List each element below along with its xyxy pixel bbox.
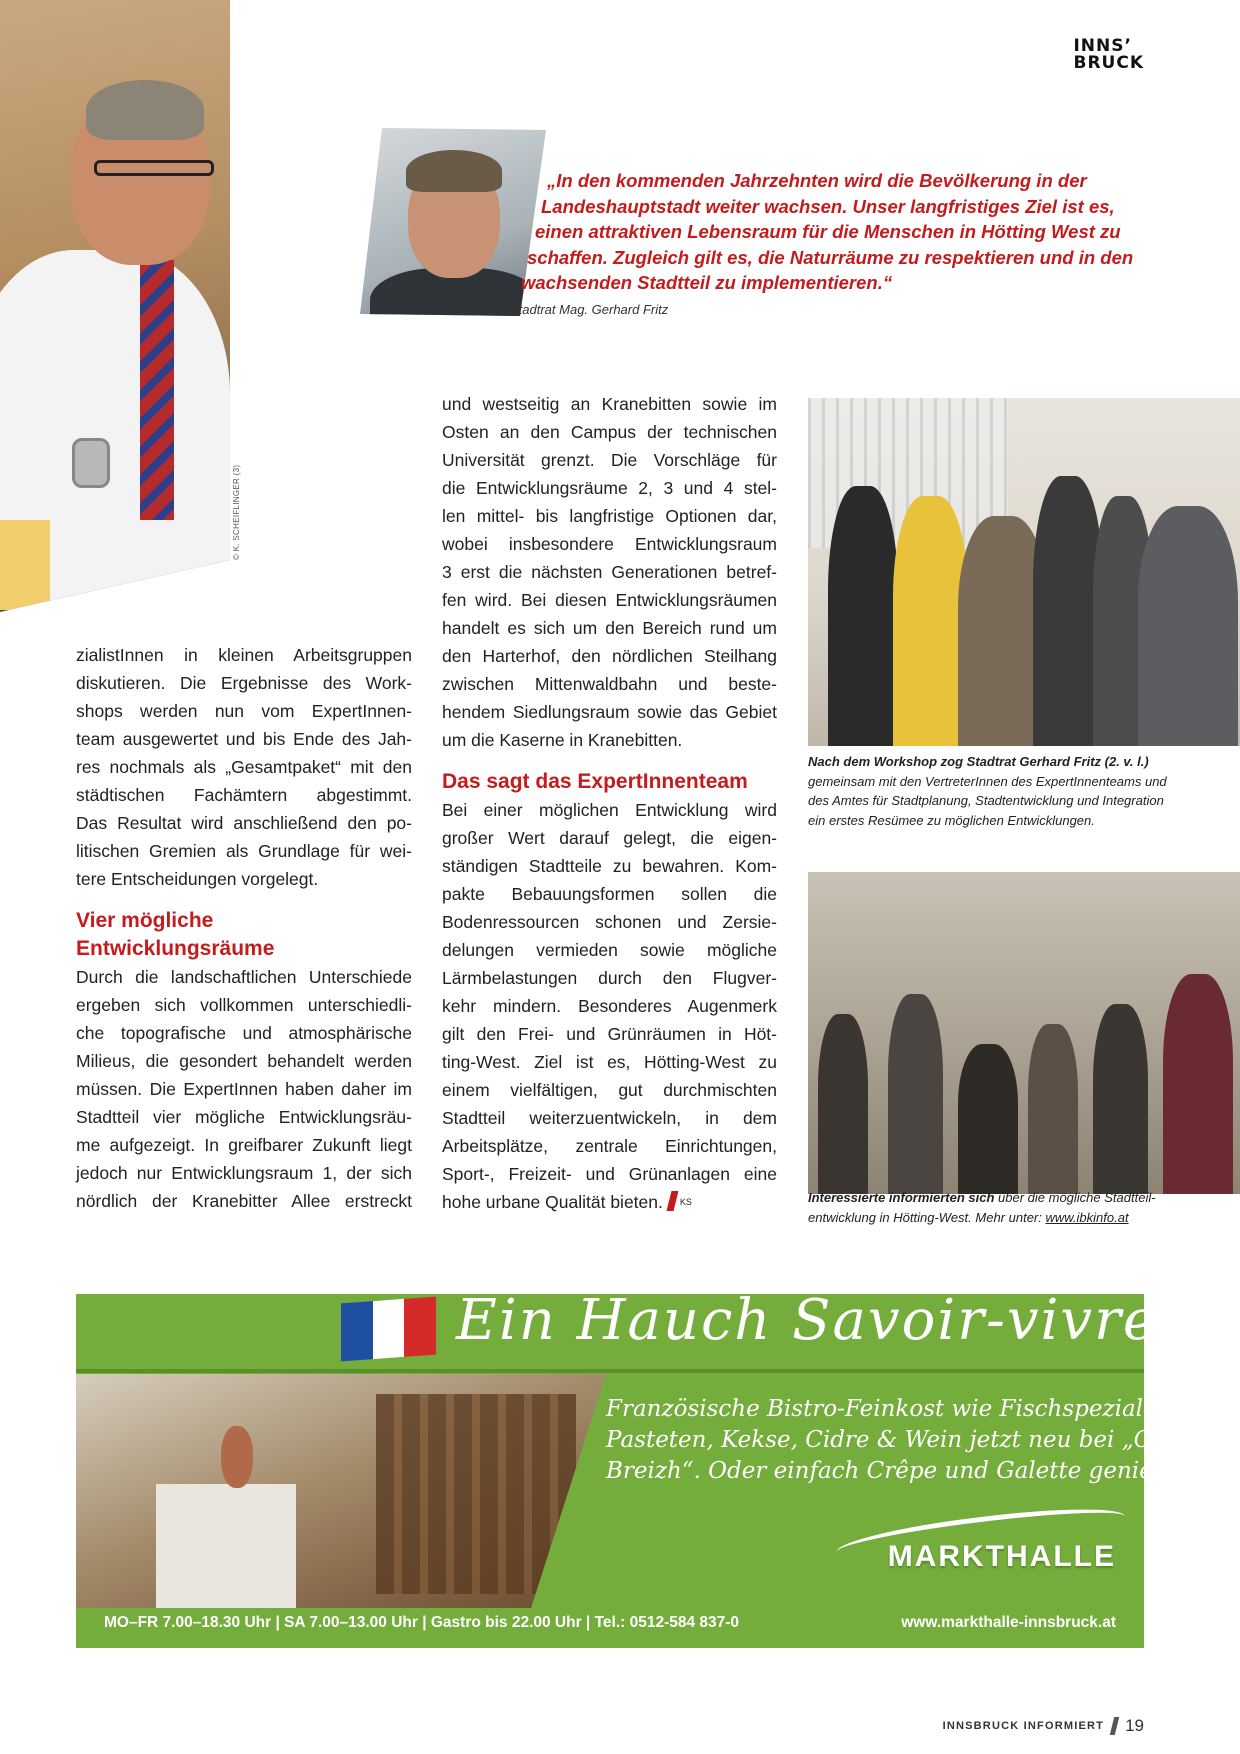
text-line: Stadtteil vier mögliche Entwicklungsräu- (76, 1107, 412, 1127)
caption-line: des Amtes für Stadtplanung, Stadtentwicklung und Integration (808, 793, 1164, 808)
article-column-1 (76, 641, 412, 1215)
french-flag-icon (341, 1297, 436, 1362)
photo-person (893, 496, 968, 746)
text-line: kehr mindern. Besonderes Augenmerk (442, 996, 777, 1016)
photo-watch (72, 438, 110, 488)
text-line: me aufgezeigt. In greifbarer Zukunft liegt (76, 1135, 412, 1155)
text-line-final (442, 1188, 777, 1216)
text-line: die Entwicklungsräume 2, 3 und 4 stel- (442, 478, 777, 498)
text-line: shops werden nun vom ExpertInnen- (76, 701, 412, 721)
photo-credit: © K. SCHEIFLINGER (3) (232, 464, 241, 560)
text-line: ständigen Stadtteile zu bewahren. Kom- (442, 856, 777, 876)
text-line: fen wird. Bei diesen Entwicklungsräumen (442, 590, 777, 610)
caption-bold: Interessierte informierten sich (808, 1190, 995, 1205)
text-line: litischen Gremien als Grundlage für wei- (76, 841, 412, 861)
end-mark-icon (666, 1191, 678, 1211)
photo-person (1093, 1004, 1148, 1194)
caption-exhibition-photo (808, 1188, 1240, 1227)
text-line: wobei insbesondere Entwicklungsraum (442, 534, 777, 554)
caption-bold: Nach dem Workshop zog Stadtrat Gerhard Fritz (2. v. l.) (808, 754, 1149, 769)
text-line: delungen vermieden sowie mögliche (442, 940, 777, 960)
photo-hair (86, 80, 204, 140)
section-heading-entwicklungsraeume (76, 907, 412, 963)
photo-person (888, 994, 943, 1194)
text-line: 3 erst die nächsten Generationen betref- (442, 562, 777, 582)
text-line: um die Kaserne in Kranebitten. (442, 730, 683, 750)
text-line: team ausgewertet und bis Ende des Jah- (76, 729, 412, 749)
tagline-line: Französische Bistro-Feinkost wie Fischspezialitäten, (606, 1396, 1219, 1422)
photo-person (828, 486, 898, 746)
caption-line: gemeinsam mit den VertreterInnen des ExpertInnenteams und (808, 773, 1167, 789)
markthalle-logo: MARKTHALLE (887, 1540, 1116, 1573)
opening-hours: MO–FR 7.00–18.30 Uhr | SA 7.00–13.00 Uhr | Gastro bis 22.00 Uhr | Tel.: 0512-584 837-0 (104, 1614, 740, 1631)
heading-line: Das sagt das ExpertInnenteam (442, 770, 748, 793)
flag-white-stripe (373, 1299, 405, 1359)
flag-red-stripe (404, 1297, 436, 1357)
logo-line-2: BRUCK (1073, 53, 1144, 73)
tagline-line: Breizh“. Oder einfach Crêpe und Galette genießen. (606, 1458, 1204, 1484)
text-line: und westseitig an Kranebitten sowie im (442, 394, 777, 414)
caption-text: entwicklung in Hötting-West. Mehr unter: (808, 1209, 1046, 1225)
text-line: jedoch nur Entwicklungsraum 1, der sich (76, 1163, 412, 1183)
page-footer (943, 1716, 1144, 1736)
last-sentence: hohe urbane Qualität bieten. (442, 1192, 663, 1212)
ad-counter (156, 1484, 296, 1608)
text-line: den Harterhof, den nördlichen Steilhang (442, 646, 777, 666)
text-line: pakte Bebauungsformen sollen die (442, 884, 777, 904)
photo-person (1163, 974, 1233, 1194)
tagline-line: Pasteten, Kekse, Cidre & Wein jetzt neu bei „Culture (606, 1427, 1223, 1453)
photo-person (1028, 1024, 1078, 1194)
caption-line: ein erstes Resümee zu möglichen Entwicklungen. (808, 812, 1095, 828)
ad-wood-panel (376, 1394, 576, 1594)
article-column-2 (442, 390, 777, 1216)
text-line: diskutieren. Die Ergebnisse des Work- (76, 673, 412, 693)
ad-tagline (606, 1394, 1223, 1487)
text-line: Sport-, Freizeit- und Grünanlagen eine (442, 1164, 777, 1184)
markthalle-advertisement[interactable] (76, 1288, 1223, 1648)
page-number: 19 (1125, 1716, 1144, 1735)
ad-bistro-photo (76, 1374, 606, 1608)
photo-tie (140, 260, 174, 520)
photo-group-workshop (808, 398, 1240, 746)
text-line: handelt es sich um den Bereich rund um (442, 618, 777, 638)
ad-headline: Ein Hauch Savoir-vivre (456, 1288, 1158, 1353)
photo-person (1138, 506, 1238, 746)
quote-line: einen attraktiven Lebensraum für die Menschen in Hötting West zu (535, 221, 1121, 242)
markthalle-website-link[interactable]: www.markthalle-innsbruck.at (901, 1614, 1116, 1631)
quote-line: wachsenden Stadtteil zu implementieren.“ (521, 272, 893, 293)
heading-line: Entwicklungsräume (76, 937, 275, 960)
text-line: hendem Siedlungsraum sowie das Gebiet (442, 702, 777, 722)
text-line: len mittel- bis langfristige Optionen dar, (442, 506, 777, 526)
text-line: Osten an den Campus der technischen (442, 422, 777, 442)
text-line: nördlich der Kranebitter Allee erstreckt (76, 1191, 412, 1211)
text-line: che topografische und atmosphärische (76, 1023, 412, 1043)
ad-person (221, 1426, 253, 1488)
footer-divider-icon (1110, 1717, 1119, 1735)
quote-line: Landeshauptstadt weiter wachsen. Unser langfristiges Ziel ist es, (541, 195, 1115, 217)
photo-glasses (94, 160, 214, 176)
author-initials: KS (679, 1197, 692, 1207)
quote-line: schaffen. Zugleich gilt es, die Naturräume zu respektieren und in den (527, 246, 1134, 268)
text-line: Lärmbelastungen durch den Flugver- (442, 968, 777, 988)
photo-stadtrat-workshop (0, 0, 230, 612)
portrait-hair (406, 150, 502, 192)
pull-quote (515, 168, 1134, 296)
photo-juice-glass (0, 520, 50, 610)
publication-name: INNSBRUCK INFORMIERT (942, 1720, 1105, 1732)
section-heading-expertinnenteam (442, 768, 777, 796)
text-line: Bodenressourcen schonen und Zersie- (442, 912, 777, 932)
text-line: ergeben sich vollkommen unterschiedli- (76, 995, 412, 1015)
text-line: res nochmals als „Gesamtpaket“ mit den (76, 757, 412, 777)
text-line: Milieus, die gesondert behandelt werden (76, 1051, 412, 1071)
caption-text: über die mögliche Stadtteil- (994, 1190, 1156, 1205)
photo-person (958, 1044, 1018, 1194)
text-line: müssen. Die ExpertInnen haben daher im (76, 1079, 412, 1099)
text-line: gilt den Frei- und Grünräumen in Höt- (442, 1024, 777, 1044)
heading-line: Vier mögliche (76, 909, 214, 932)
text-line: ting-West. Ziel ist es, Hötting-West zu (442, 1052, 777, 1072)
text-line: städtischen Fachämtern abgestimmt. (76, 785, 412, 805)
text-line: zialistInnen in kleinen Arbeitsgruppen (76, 645, 412, 665)
flag-blue-stripe (341, 1301, 373, 1361)
text-line: Durch die landschaftlichen Unterschiede (76, 967, 412, 987)
text-line: zwischen Mittenwaldbahn und beste- (442, 674, 777, 694)
text-line: einem vielfältigen, gut durchmischten (442, 1080, 777, 1100)
text-line: tere Entscheidungen vorgelegt. (76, 869, 319, 889)
text-line: Bei einer möglichen Entwicklung wird (442, 800, 777, 820)
logo-line-1: INNS’ (1073, 36, 1132, 56)
photo-person (818, 1014, 868, 1194)
ad-divider (76, 1369, 1144, 1373)
photo-exhibition-visitors (808, 872, 1240, 1194)
text-line: Stadtteil weiterzuentwickeln, in dem (442, 1108, 777, 1128)
text-line: Arbeitsplätze, zentrale Einrichtungen, (442, 1136, 777, 1156)
innsbruck-logo (1073, 38, 1144, 72)
ibkinfo-link[interactable]: www.ibkinfo.at (1045, 1209, 1129, 1225)
text-line: Das Resultat wird anschließend den po- (76, 813, 412, 833)
text-line: Universität grenzt. Die Vorschläge für (442, 450, 777, 470)
caption-group-photo (808, 752, 1240, 830)
quote-line: „In den kommenden Jahrzehnten wird die Bevölkerung in der (547, 170, 1087, 191)
text-line: großer Wert darauf gelegt, die eigen- (442, 828, 777, 848)
quote-source: Stadtrat Mag. Gerhard Fritz (510, 302, 669, 317)
